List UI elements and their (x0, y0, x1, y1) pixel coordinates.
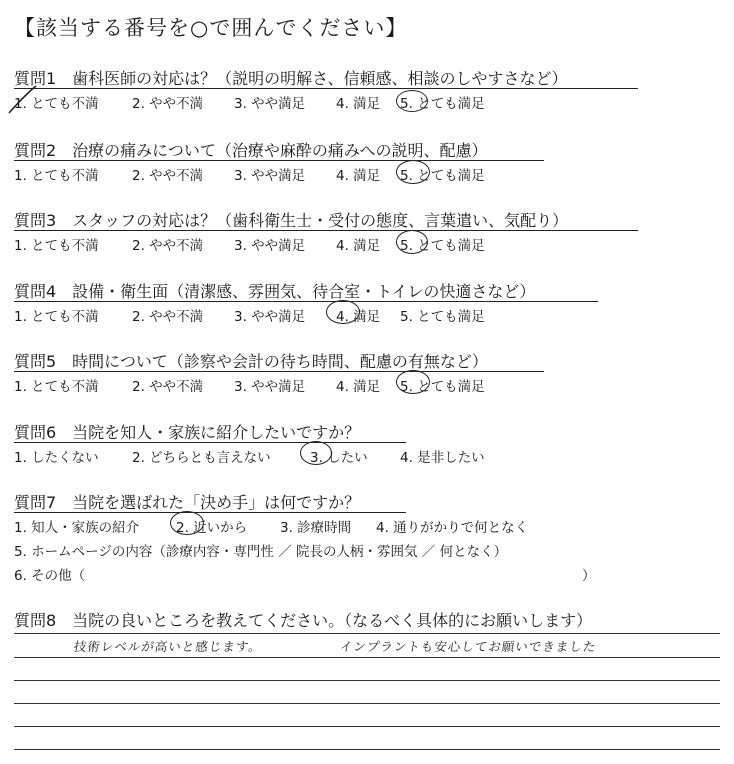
question-5-underline (14, 371, 544, 372)
q3-option-1[interactable]: 1. とても不満 (14, 238, 99, 254)
q5-option-2[interactable]: 2. やや不満 (132, 379, 204, 395)
q2-option-4[interactable]: 4. 満足 (336, 168, 381, 184)
answer-line-3 (14, 680, 720, 681)
q3-option-2[interactable]: 2. やや不満 (132, 238, 204, 254)
q3-option-4[interactable]: 4. 満足 (336, 238, 381, 254)
q2-option-5[interactable]: 5. とても満足 (400, 168, 485, 184)
q4-option-1[interactable]: 1. とても不満 (14, 309, 99, 325)
answer-line-4 (14, 703, 720, 704)
q4-option-2[interactable]: 2. やや不満 (132, 309, 204, 325)
q2-selected-circle (396, 160, 430, 184)
q7-option-6-label: 6. その他（ (14, 568, 86, 584)
q7-option-3[interactable]: 3. 診療時間 (280, 520, 352, 536)
answer-line-1 (14, 633, 720, 634)
q1-selected-circle (396, 90, 428, 112)
question-5: 質問5 時間について（診察や会計の待ち時間、配慮の有無など） (14, 352, 488, 371)
q8-answer-part2: インプラントも安心してお願いできました (338, 639, 598, 654)
q7-option-4[interactable]: 4. 通りがかりで何となく (376, 520, 529, 536)
q3-option-5[interactable]: 5. とても満足 (400, 238, 485, 254)
q4-option-4[interactable]: 4. 満足 (336, 309, 381, 325)
question-7-underline (14, 512, 406, 513)
q5-option-4[interactable]: 4. 満足 (336, 379, 381, 395)
q5-option-5[interactable]: 5. とても満足 (400, 379, 485, 395)
q7-option-6-close: ） (582, 568, 596, 584)
q7-selected-circle (170, 511, 204, 535)
q3-option-3[interactable]: 3. やや満足 (234, 238, 306, 254)
q1-option-1-strike-mark (4, 84, 40, 116)
question-4: 質問4 設備・衛生面（清潔感、雰囲気、待合室・トイレの快適さなど） (14, 282, 536, 301)
q6-option-4[interactable]: 4. 是非したい (400, 450, 485, 466)
answer-line-5 (14, 726, 720, 727)
q1-option-2[interactable]: 2. やや不満 (132, 96, 204, 112)
q2-option-1[interactable]: 1. とても不満 (14, 168, 99, 184)
q2-option-2[interactable]: 2. やや不満 (132, 168, 204, 184)
q7-option-5[interactable]: 5. ホームページの内容（診療内容・専門性 ／ 院長の人柄・雰囲気 ／ 何となく） (14, 544, 508, 560)
page-title: 【該当する番号を○で囲んでください】 (14, 16, 408, 40)
question-1-underline (14, 88, 638, 89)
question-2-underline (14, 160, 544, 161)
q5-option-3[interactable]: 3. やや満足 (234, 379, 306, 395)
q1-option-1[interactable]: 1. とても不満 (14, 96, 99, 112)
question-2: 質問2 治療の痛みについて（治療や麻酔の痛みへの説明、配慮） (14, 141, 488, 160)
q4-option-5[interactable]: 5. とても満足 (400, 309, 485, 325)
q6-selected-circle (300, 441, 332, 465)
q1-option-4[interactable]: 4. 満足 (336, 96, 381, 112)
q5-selected-circle (396, 370, 430, 394)
question-1: 質問1 歯科医師の対応は？（説明の明解さ、信頼感、相談のしやすさなど） (14, 69, 568, 88)
q3-selected-circle (396, 230, 428, 254)
question-4-underline (14, 301, 598, 302)
q8-answer-part1: 技術レベルが高いと感じます。 (72, 639, 263, 654)
question-6-underline (14, 442, 406, 443)
q6-option-1[interactable]: 1. したくない (14, 450, 99, 466)
question-3: 質問3 スタッフの対応は？（歯科衛生士・受付の態度、言葉遣い、気配り） (14, 211, 569, 230)
q5-option-1[interactable]: 1. とても不満 (14, 379, 99, 395)
question-3-underline (14, 230, 638, 231)
question-7: 質問7 当院を選ばれた「決め手」は何ですか？ (14, 493, 361, 512)
q4-selected-circle (326, 300, 360, 324)
question-6: 質問6 当院を知人・家族に紹介したいですか？ (14, 423, 361, 442)
q6-option-2[interactable]: 2. どちらとも言えない (132, 450, 271, 466)
q1-option-3[interactable]: 3. やや満足 (234, 96, 306, 112)
answer-line-6 (14, 749, 720, 750)
q1-option-5[interactable]: 5. とても満足 (400, 96, 485, 112)
q7-option-1[interactable]: 1. 知人・家族の紹介 (14, 520, 140, 536)
q2-option-3[interactable]: 3. やや満足 (234, 168, 306, 184)
q6-option-3[interactable]: 3. したい (310, 450, 368, 466)
answer-line-2 (14, 657, 720, 658)
q7-option-2[interactable]: 2. 近いから (176, 520, 248, 536)
question-8: 質問8 当院の良いところを教えてください。（なるべく具体的にお願いします） (14, 611, 593, 630)
q4-option-3[interactable]: 3. やや満足 (234, 309, 306, 325)
